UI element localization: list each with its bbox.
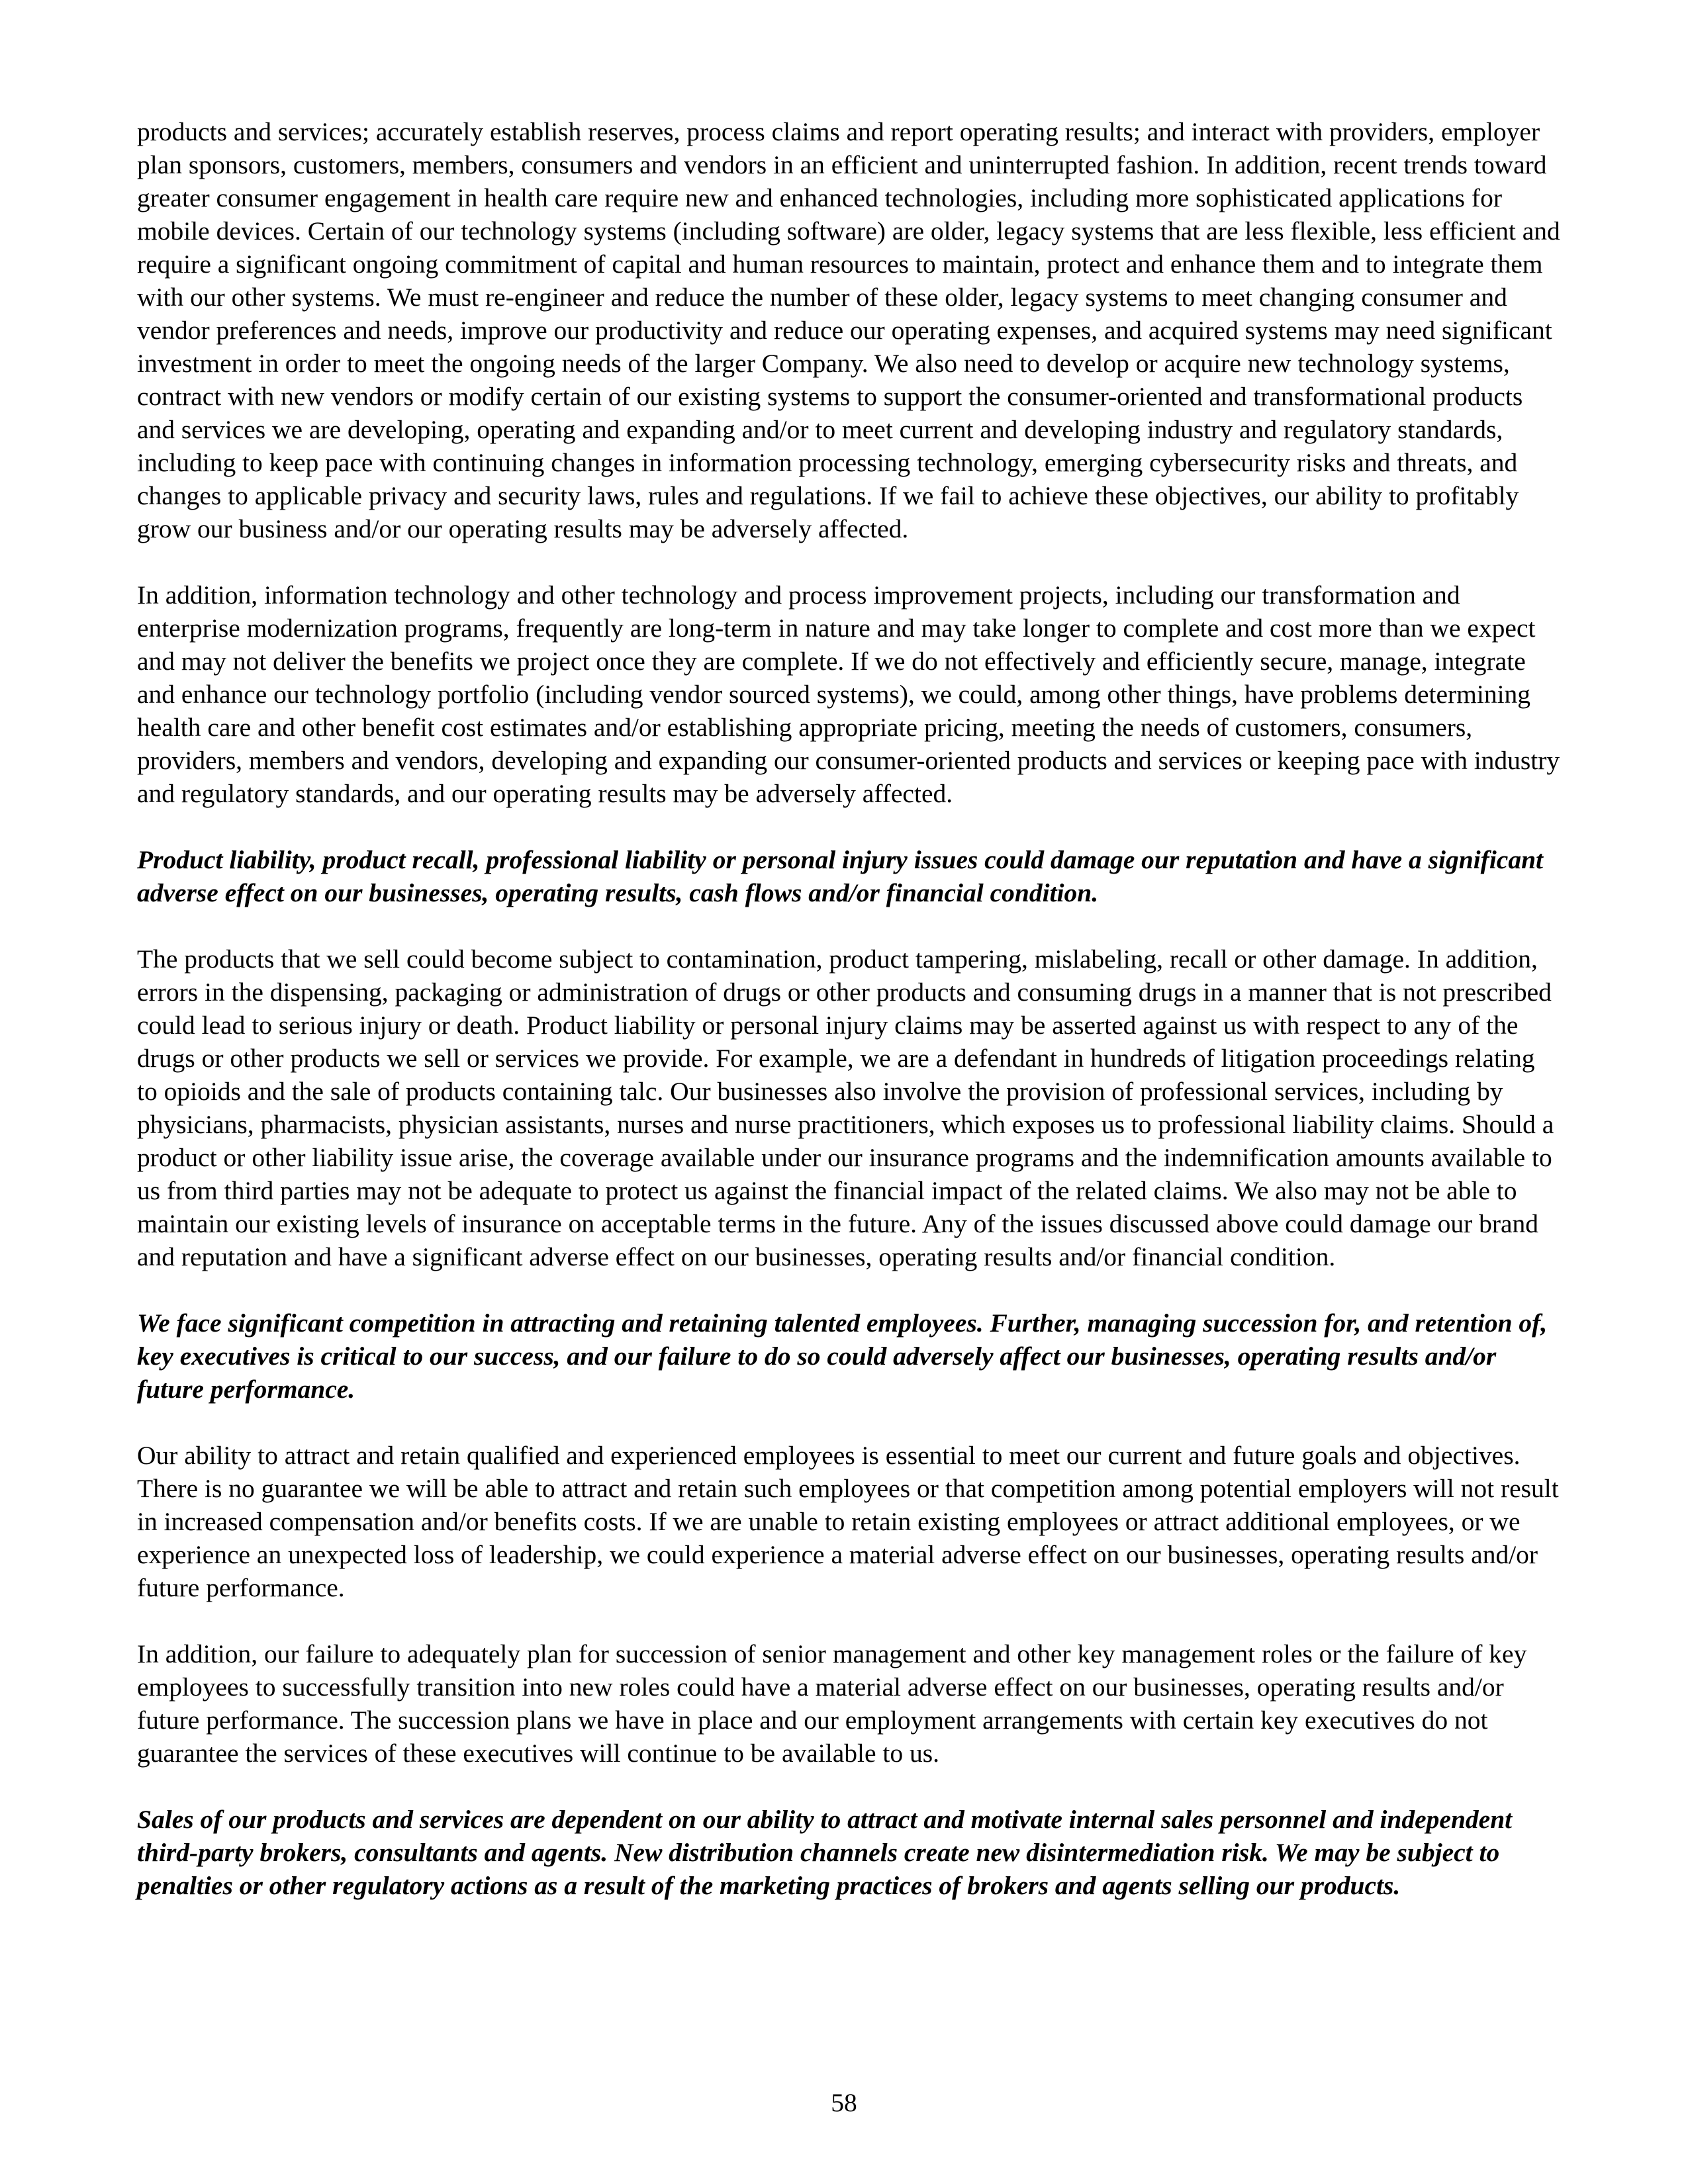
page-number: 58 — [831, 2088, 857, 2117]
heading-talent-competition: We face significant competition in attracting and retaining talented employees. Further, managing succession for, and retention of, key executives is critical to our success, and our failure to do so could adversely affect our businesses, operating results and/or future performance. — [137, 1308, 1548, 1404]
paragraph-technology-systems: products and services; accurately establish reserves, process claims and report operating results; and interact with providers, employer plan sponsors, customers, members, consumers and vendors in an efficient and uninterrupted fashion. In addition, recent trends toward greater consumer engagement in health care require new and enhanced technologies, including more sophisticated applications for mobile devices. Certain of our technology systems (including software) are older, legacy systems that are less flexible, less efficient and require a significant ongoing commitment of capital and human resources to maintain, protect and enhance them and to integrate them with our other systems. We must re-engineer and reduce the number of these older, legacy systems to meet changing consumer and vendor preferences and needs, improve our productivity and reduce our operating expenses, and acquired systems may need significant investment in order to meet the ongoing needs of the larger Company. We also need to develop or acquire new technology systems, contract with new vendors or modify certain of our existing systems to support the consumer-oriented and transformational products and services we are developing, operating and expanding and/or to meet current and developing industry and regulatory standards, including to keep pace with continuing changes in information processing technology, emerging cybersecurity risks and threats, and changes to applicable privacy and security laws, rules and regulations. If we fail to achieve these objectives, our ability to profitably grow our business and/or our operating results may be adversely affected. — [137, 117, 1560, 543]
heading-product-liability: Product liability, product recall, professional liability or personal injury issues could damage our reputation and have a significant adverse effect on our businesses, operating results, cash flows and/or financial condition. — [137, 845, 1544, 907]
heading-sales-personnel-brokers: Sales of our products and services are dependent on our ability to attract and motivate internal sales personnel and independent third-party brokers, consultants and agents. New distribution channels create new disintermediation risk. We may be subject to penalties or other regulatory actions as a result of the marketing practices of brokers and agents selling our products. — [137, 1805, 1513, 1900]
paragraph-technology-projects: In addition, information technology and other technology and process improvement projects, including our transformation and enterprise modernization programs, frequently are long-term in nature and may take longer to complete and cost more than we expect and may not deliver the benefits we project once they are complete. If we do not effectively and efficiently secure, manage, integrate and enhance our technology portfolio (including vendor sourced systems), we could, among other things, have problems determining health care and other benefit cost estimates and/or establishing appropriate pricing, meeting the needs of customers, consumers, providers, members and vendors, developing and expanding our consumer-oriented products and services or keeping pace with industry and regulatory standards, and our operating results may be adversely affected. — [137, 580, 1560, 808]
paragraph-attract-retain-employees: Our ability to attract and retain qualified and experienced employees is essential to meet our current and future goals and objectives. There is no guarantee we will be able to attract and retain such employees or that competition among potential employers will not result in increased compensation and/or benefits costs. If we are unable to retain existing employees or attract additional employees, or we experience an unexpected loss of leadership, we could experience a material adverse effect on our businesses, operating results and/or future performance. — [137, 1441, 1559, 1602]
paragraph-product-liability: The products that we sell could become subject to contamination, product tampering, mislabeling, recall or other damage. In addition, errors in the dispensing, packaging or administration of drugs or other products and consuming drugs in a manner that is not prescribed could lead to serious injury or death. Product liability or personal injury claims may be asserted against us with respect to any of the drugs or other products we sell or services we provide. For example, we are a defendant in hundreds of litigation proceedings relating to opioids and the sale of products containing talc. Our businesses also involve the provision of professional services, including by physicians, pharmacists, physician assistants, nurses and nurse practitioners, which exposes us to professional liability claims. Should a product or other liability issue arise, the coverage available under our insurance programs and the indemnification amounts available to us from third parties may not be adequate to protect us against the financial impact of the related claims. We also may not be able to maintain our existing levels of insurance on acceptable terms in the future. Any of the issues discussed above could damage our brand and reputation and have a significant adverse effect on our businesses, operating results and/or financial condition. — [137, 944, 1554, 1271]
paragraph-succession-planning: In addition, our failure to adequately plan for succession of senior management and other key management roles or the failure of key employees to successfully transition into new roles could have a material adverse effect on our businesses, operating results and/or future performance. The succession plans we have in place and our employment arrangements with certain key executives do not guarantee the services of these executives will continue to be available to us. — [137, 1639, 1527, 1768]
page-body — [137, 115, 1560, 1935]
